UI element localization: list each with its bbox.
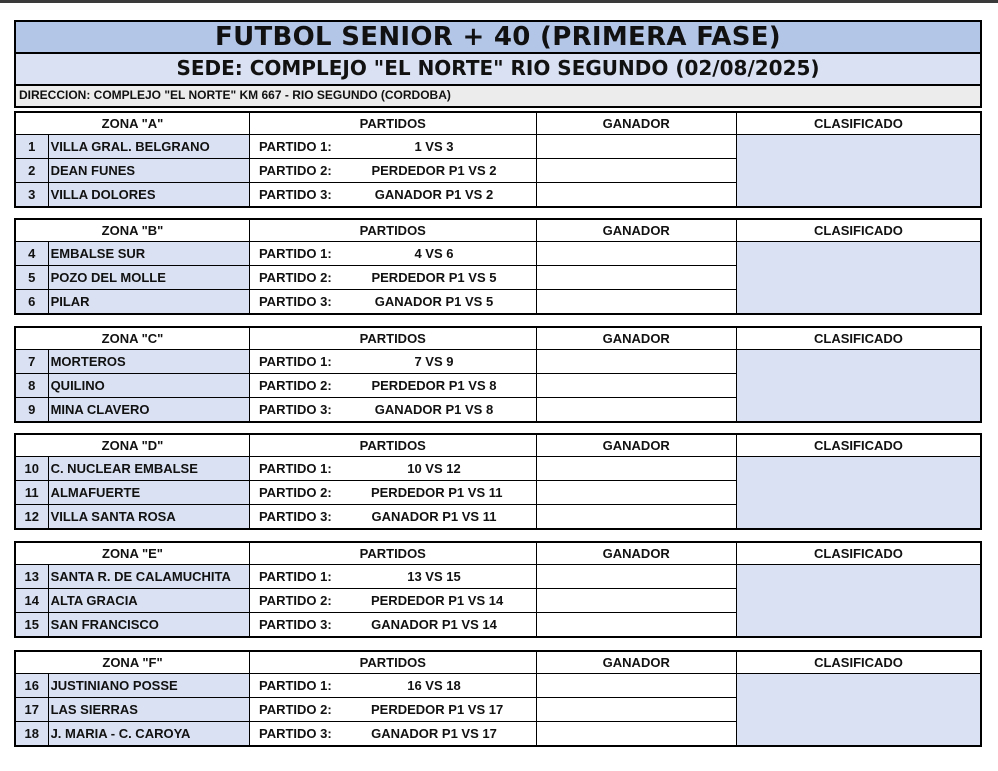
team-number: 17 xyxy=(15,698,48,722)
zone-grid xyxy=(14,433,982,530)
team-name: MINA CLAVERO xyxy=(48,398,249,423)
clasificado-header: CLASIFICADO xyxy=(736,542,981,565)
match-label: PARTIDO 2: xyxy=(258,485,332,500)
match-fixture: 7 VS 9 xyxy=(414,354,454,369)
zone-name: ZONA "E" xyxy=(15,542,249,565)
team-name: VILLA SANTA ROSA xyxy=(48,505,249,530)
team-name: PILAR xyxy=(48,290,249,315)
zone-header-row xyxy=(15,219,981,242)
match-label: PARTIDO 2: xyxy=(258,378,332,393)
match-fixture: 1 VS 3 xyxy=(414,139,454,154)
match-cell xyxy=(249,398,536,423)
team-name: SAN FRANCISCO xyxy=(48,613,249,638)
match-label: PARTIDO 3: xyxy=(258,726,332,741)
match-fixture: PERDEDOR P1 VS 2 xyxy=(371,163,497,178)
team-name: DEAN FUNES xyxy=(48,159,249,183)
winner-cell[interactable] xyxy=(536,565,736,589)
zone-header-row xyxy=(15,327,981,350)
winner-cell[interactable] xyxy=(536,266,736,290)
winner-cell[interactable] xyxy=(536,290,736,315)
team-number: 4 xyxy=(15,242,48,266)
partidos-header: PARTIDOS xyxy=(249,651,536,674)
qualified-cell[interactable] xyxy=(736,457,981,530)
match-label: PARTIDO 2: xyxy=(258,593,332,608)
team-name: C. NUCLEAR EMBALSE xyxy=(48,457,249,481)
match-cell xyxy=(249,613,536,638)
ganador-header: GANADOR xyxy=(536,219,736,242)
winner-cell[interactable] xyxy=(536,183,736,208)
zone-table xyxy=(14,326,982,423)
match-label: PARTIDO 2: xyxy=(258,270,332,285)
team-name: SANTA R. DE CALAMUCHITA xyxy=(48,565,249,589)
table-row xyxy=(15,242,981,266)
match-label: PARTIDO 3: xyxy=(258,294,332,309)
team-number: 1 xyxy=(15,135,48,159)
team-number: 3 xyxy=(15,183,48,208)
ganador-header: GANADOR xyxy=(536,327,736,350)
match-cell xyxy=(249,183,536,208)
sheet-title: FUTBOL SENIOR + 40 (PRIMERA FASE) xyxy=(14,20,982,54)
winner-cell[interactable] xyxy=(536,589,736,613)
zone-grid xyxy=(14,111,982,208)
partidos-header: PARTIDOS xyxy=(249,542,536,565)
zone-header-row xyxy=(15,542,981,565)
team-name: JUSTINIANO POSSE xyxy=(48,674,249,698)
match-fixture: 16 VS 18 xyxy=(407,678,461,693)
team-number: 14 xyxy=(15,589,48,613)
match-cell xyxy=(249,674,536,698)
match-label: PARTIDO 1: xyxy=(258,569,332,584)
match-label: PARTIDO 1: xyxy=(258,246,332,261)
table-row xyxy=(15,135,981,159)
winner-cell[interactable] xyxy=(536,159,736,183)
match-cell xyxy=(249,374,536,398)
sheet-subtitle: SEDE: COMPLEJO "EL NORTE" RIO SEGUNDO (02/08/2025) xyxy=(14,54,982,86)
table-row xyxy=(15,565,981,589)
zone-grid xyxy=(14,218,982,315)
match-fixture: 10 VS 12 xyxy=(407,461,461,476)
match-label: PARTIDO 3: xyxy=(258,187,332,202)
match-fixture: GANADOR P1 VS 8 xyxy=(374,402,494,417)
match-label: PARTIDO 3: xyxy=(258,402,332,417)
team-name: EMBALSE SUR xyxy=(48,242,249,266)
qualified-cell[interactable] xyxy=(736,674,981,747)
qualified-cell[interactable] xyxy=(736,135,981,208)
qualified-cell[interactable] xyxy=(736,242,981,315)
team-name: POZO DEL MOLLE xyxy=(48,266,249,290)
zone-name: ZONA "C" xyxy=(15,327,249,350)
winner-cell[interactable] xyxy=(536,481,736,505)
fixture-sheet xyxy=(14,20,982,108)
team-number: 9 xyxy=(15,398,48,423)
clasificado-header: CLASIFICADO xyxy=(736,327,981,350)
clasificado-header: CLASIFICADO xyxy=(736,434,981,457)
match-cell xyxy=(249,159,536,183)
winner-cell[interactable] xyxy=(536,242,736,266)
match-cell xyxy=(249,565,536,589)
match-fixture: GANADOR P1 VS 2 xyxy=(374,187,494,202)
team-number: 12 xyxy=(15,505,48,530)
zone-table xyxy=(14,541,982,638)
team-number: 10 xyxy=(15,457,48,481)
zone-grid xyxy=(14,541,982,638)
match-label: PARTIDO 3: xyxy=(258,617,332,632)
match-label: PARTIDO 3: xyxy=(258,509,332,524)
team-number: 5 xyxy=(15,266,48,290)
partidos-header: PARTIDOS xyxy=(249,434,536,457)
winner-cell[interactable] xyxy=(536,398,736,423)
match-fixture: 13 VS 15 xyxy=(407,569,461,584)
qualified-cell[interactable] xyxy=(736,565,981,638)
team-number: 2 xyxy=(15,159,48,183)
team-number: 7 xyxy=(15,350,48,374)
match-cell xyxy=(249,457,536,481)
zone-name: ZONA "B" xyxy=(15,219,249,242)
team-name: ALMAFUERTE xyxy=(48,481,249,505)
zone-name: ZONA "F" xyxy=(15,651,249,674)
winner-cell[interactable] xyxy=(536,674,736,698)
team-number: 15 xyxy=(15,613,48,638)
match-cell xyxy=(249,589,536,613)
winner-cell[interactable] xyxy=(536,457,736,481)
partidos-header: PARTIDOS xyxy=(249,219,536,242)
match-cell xyxy=(249,242,536,266)
partidos-header: PARTIDOS xyxy=(249,112,536,135)
match-label: PARTIDO 1: xyxy=(258,678,332,693)
zone-table xyxy=(14,433,982,530)
team-name: VILLA GRAL. BELGRANO xyxy=(48,135,249,159)
match-fixture: GANADOR P1 VS 14 xyxy=(371,617,497,632)
partidos-header: PARTIDOS xyxy=(249,327,536,350)
match-fixture: 4 VS 6 xyxy=(414,246,454,261)
team-name: ALTA GRACIA xyxy=(48,589,249,613)
winner-cell[interactable] xyxy=(536,350,736,374)
clasificado-header: CLASIFICADO xyxy=(736,651,981,674)
match-fixture: PERDEDOR P1 VS 14 xyxy=(370,593,504,608)
match-cell xyxy=(249,505,536,530)
team-name: QUILINO xyxy=(48,374,249,398)
match-cell xyxy=(249,698,536,722)
team-name: VILLA DOLORES xyxy=(48,183,249,208)
zone-table xyxy=(14,650,982,747)
zone-header-row xyxy=(15,434,981,457)
table-row xyxy=(15,674,981,698)
match-label: PARTIDO 1: xyxy=(258,354,332,369)
ganador-header: GANADOR xyxy=(536,112,736,135)
winner-cell[interactable] xyxy=(536,698,736,722)
match-cell xyxy=(249,722,536,747)
match-fixture: PERDEDOR P1 VS 8 xyxy=(371,378,497,393)
team-name: J. MARIA - C. CAROYA xyxy=(48,722,249,747)
winner-cell[interactable] xyxy=(536,722,736,747)
clasificado-header: CLASIFICADO xyxy=(736,112,981,135)
team-number: 11 xyxy=(15,481,48,505)
match-fixture: PERDEDOR P1 VS 5 xyxy=(371,270,497,285)
table-row xyxy=(15,457,981,481)
match-fixture: GANADOR P1 VS 5 xyxy=(374,294,494,309)
match-fixture: GANADOR P1 VS 17 xyxy=(371,726,497,741)
team-number: 16 xyxy=(15,674,48,698)
winner-cell[interactable] xyxy=(536,613,736,638)
venue-address: DIRECCION: COMPLEJO "EL NORTE" KM 667 - RIO SEGUNDO (CORDOBA) xyxy=(14,86,982,108)
zone-name: ZONA "D" xyxy=(15,434,249,457)
match-label: PARTIDO 1: xyxy=(258,139,332,154)
winner-cell[interactable] xyxy=(536,505,736,530)
zone-grid xyxy=(14,650,982,747)
zone-table xyxy=(14,218,982,315)
match-fixture: GANADOR P1 VS 11 xyxy=(371,509,497,524)
qualified-cell[interactable] xyxy=(736,350,981,423)
zone-grid xyxy=(14,326,982,423)
team-number: 8 xyxy=(15,374,48,398)
match-cell xyxy=(249,266,536,290)
ganador-header: GANADOR xyxy=(536,651,736,674)
winner-cell[interactable] xyxy=(536,135,736,159)
match-cell xyxy=(249,135,536,159)
team-name: MORTEROS xyxy=(48,350,249,374)
ganador-header: GANADOR xyxy=(536,434,736,457)
match-fixture: PERDEDOR P1 VS 11 xyxy=(370,485,503,500)
team-number: 13 xyxy=(15,565,48,589)
ganador-header: GANADOR xyxy=(536,542,736,565)
team-number: 18 xyxy=(15,722,48,747)
match-label: PARTIDO 2: xyxy=(258,702,332,717)
window-top-border xyxy=(0,0,998,3)
match-fixture: PERDEDOR P1 VS 17 xyxy=(370,702,504,717)
match-label: PARTIDO 1: xyxy=(258,461,332,476)
match-cell xyxy=(249,350,536,374)
clasificado-header: CLASIFICADO xyxy=(736,219,981,242)
team-name: LAS SIERRAS xyxy=(48,698,249,722)
zone-header-row xyxy=(15,651,981,674)
zone-header-row xyxy=(15,112,981,135)
winner-cell[interactable] xyxy=(536,374,736,398)
zone-name: ZONA "A" xyxy=(15,112,249,135)
match-label: PARTIDO 2: xyxy=(258,163,332,178)
team-number: 6 xyxy=(15,290,48,315)
match-cell xyxy=(249,290,536,315)
zone-table xyxy=(14,111,982,208)
table-row xyxy=(15,350,981,374)
match-cell xyxy=(249,481,536,505)
